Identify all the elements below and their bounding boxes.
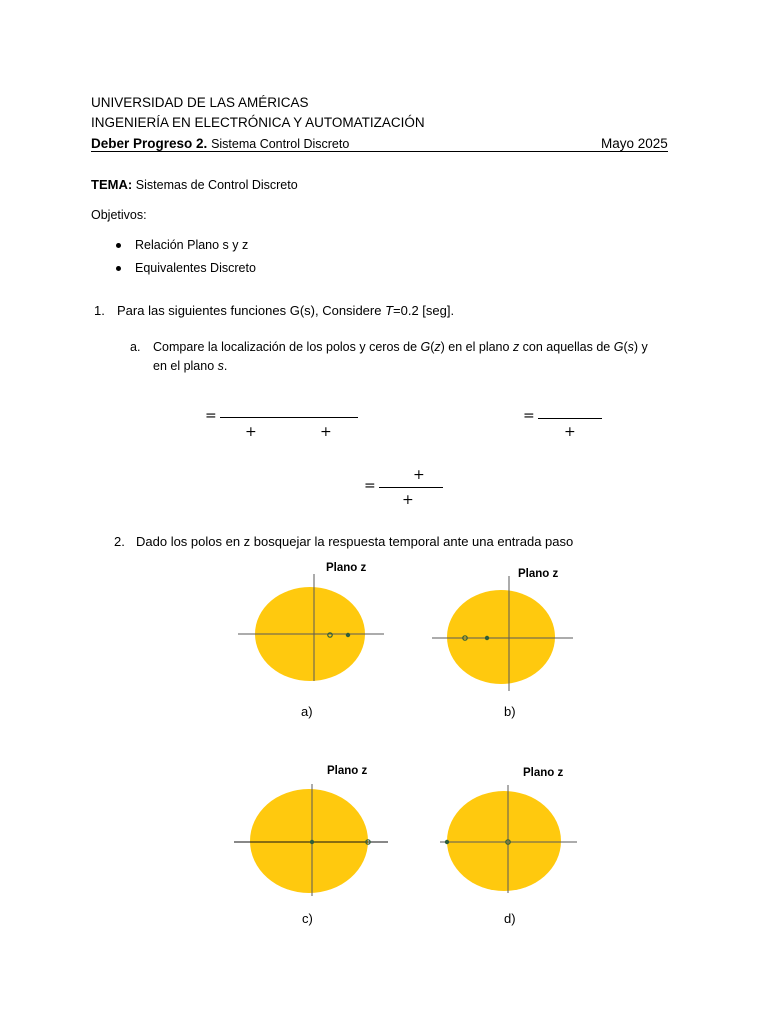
q1a-label: a.: [130, 340, 141, 354]
objective-item: Relación Plano s y z: [135, 238, 249, 252]
plane-b-title: Plano z: [518, 568, 559, 580]
plane-b-tag: b): [504, 704, 516, 719]
header-rule: [91, 151, 668, 152]
objectives-title: Objetivos:: [91, 208, 147, 222]
program-name: INGENIERÍA EN ELECTRÓNICA Y AUTOMATIZACIÓN: [91, 115, 425, 130]
university-name: UNIVERSIDAD DE LAS AMÉRICAS: [91, 95, 309, 110]
z-plane-d: [440, 777, 580, 897]
z-plane-b: [432, 566, 577, 691]
tema-text: Sistemas de Control Discreto: [135, 178, 298, 192]
assignment-title: Sistema Control Discreto: [211, 137, 350, 151]
tema-label: TEMA:: [91, 177, 133, 192]
plane-c-title: Plano z: [327, 765, 368, 777]
assignment-line: [91, 136, 349, 152]
plane-d-title: Plano z: [523, 767, 564, 779]
plane-a-title: Plano z: [326, 562, 367, 574]
q1a-text-line1: Compare la localización de los polos y ceros de G(z) en el plano z con aquellas de G(s) y: [153, 340, 648, 354]
plane-c-tag: c): [302, 911, 313, 926]
bullet-icon: [116, 266, 121, 271]
q1-title: Para las siguientes funciones G(s), Considere T=0.2 [seg].: [117, 303, 455, 318]
assignment-label: Deber Progreso 2.: [91, 136, 208, 151]
pole-marker: [445, 840, 449, 844]
q2-title: Dado los polos en z bosquejar la respuesta temporal ante una entrada paso: [136, 534, 574, 549]
tema-line: [91, 177, 298, 193]
pole-marker: [310, 840, 314, 844]
q1a-text-line2: en el plano s.: [153, 359, 228, 373]
header-date: Mayo 2025: [601, 136, 668, 151]
pole-marker: [346, 633, 350, 637]
q2-number: 2.: [114, 534, 125, 549]
q1-number: 1.: [94, 303, 105, 318]
plane-d-tag: d): [504, 911, 516, 926]
plane-a-tag: a): [301, 704, 313, 719]
z-plane-c: [234, 772, 392, 897]
objective-item: Equivalentes Discreto: [135, 261, 256, 275]
bullet-icon: [116, 243, 121, 248]
pole-marker: [485, 636, 489, 640]
